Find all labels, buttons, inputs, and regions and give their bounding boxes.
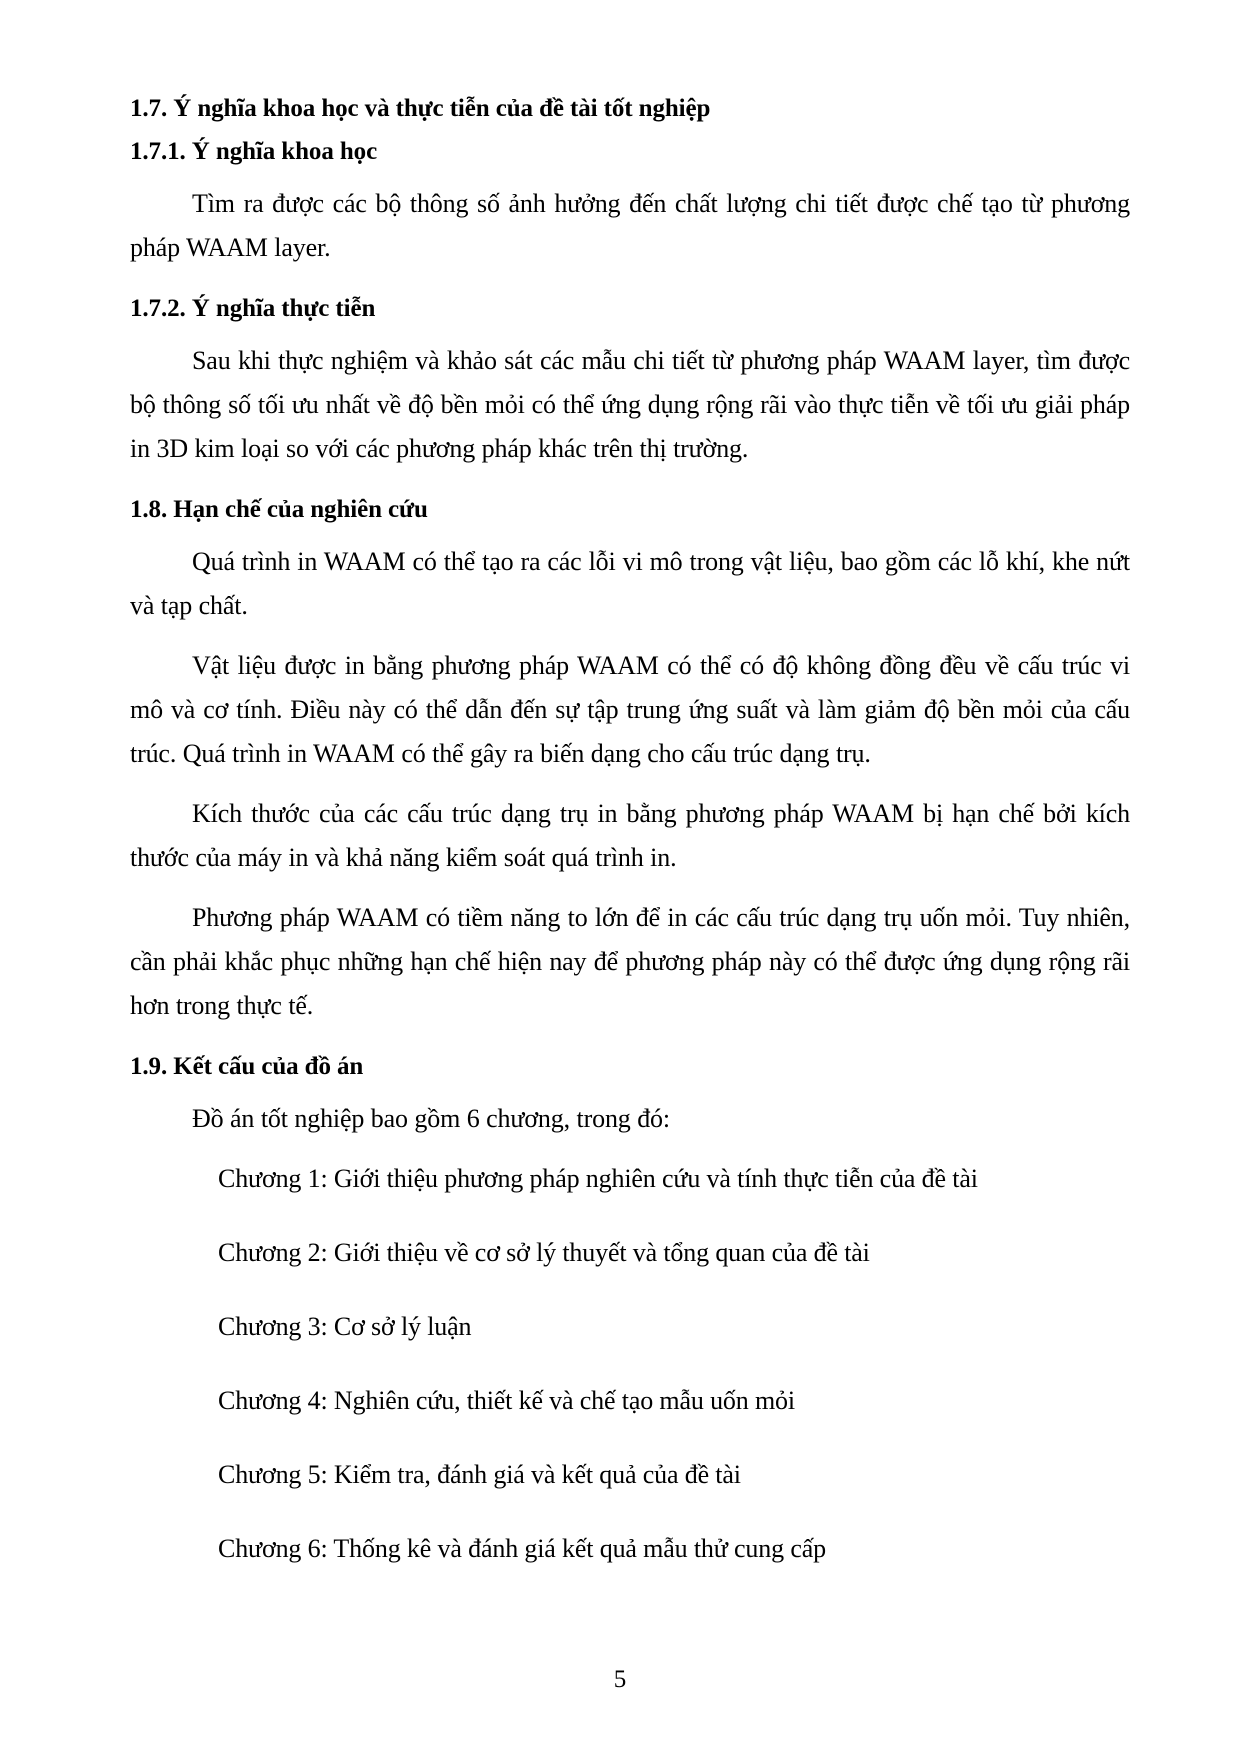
section-1-9 [130, 1054, 1130, 1079]
paragraph-1-8-1: Quá trình in WAAM có thể tạo ra các lỗi vi mô trong vật liệu, bao gồm các lỗ khí, khe nứt và tạp chất. [130, 547, 1130, 620]
list-item: Chương 4: Nghiên cứu, thiết kế và chế tạo mẫu uốn mỏi [218, 1386, 795, 1415]
page-number: 5 [613, 1666, 627, 1693]
section-heading-1-8: 1.8. Hạn chế của nghiên cứu [130, 496, 428, 523]
paragraph-1-8-3: Kích thước của các cấu trúc dạng trụ in bằng phương pháp WAAM bị hạn chế bởi kích thước của máy in và khả năng kiểm soát quá trình in. [130, 799, 1130, 872]
section-heading-1-9: 1.9. Kết cấu của đồ án [130, 1053, 364, 1080]
list-item: Chương 5: Kiểm tra, đánh giá và kết quả của đề tài [218, 1460, 741, 1489]
chapter-list [130, 1157, 1130, 1571]
paragraph-1-8-2: Vật liệu được in bằng phương pháp WAAM có thể có độ không đồng đều về cấu trúc vi mô và cơ tính. Điều này có thể dẫn đến sự tập trung ứng suất và làm giảm độ bền mỏi của cấu trúc. Quá trình in WAAM có thể gây ra biến dạng cho cấu trúc dạng trụ. [130, 651, 1130, 768]
section-1-7-2 [130, 296, 1130, 321]
page-content [130, 96, 1130, 1571]
section-1-8 [130, 497, 1130, 522]
paragraph-1-8-4: Phương pháp WAAM có tiềm năng to lớn để in các cấu trúc dạng trụ uốn mỏi. Tuy nhiên, cần phải khắc phục những hạn chế hiện nay để phương pháp này có thể được ứng dụng rộng rãi hơn trong thực tế. [130, 903, 1130, 1020]
list-item: Chương 2: Giới thiệu về cơ sở lý thuyết và tổng quan của đề tài [218, 1238, 870, 1267]
section-1-7-1 [130, 139, 1130, 164]
section-heading-1-7-2: 1.7.2. Ý nghĩa thực tiễn [130, 295, 376, 322]
paragraph-1-9-1: Đồ án tốt nghiệp bao gồm 6 chương, trong đó: [192, 1104, 670, 1133]
list-item: Chương 3: Cơ sở lý luận [218, 1312, 472, 1341]
section-heading-1-7-1: 1.7.1. Ý nghĩa khoa học [130, 138, 378, 165]
list-item: Chương 1: Giới thiệu phương pháp nghiên cứu và tính thực tiễn của đề tài [218, 1164, 978, 1193]
list-item: Chương 6: Thống kê và đánh giá kết quả mẫu thử cung cấp [218, 1534, 826, 1563]
section-heading-1-7: 1.7. Ý nghĩa khoa học và thực tiễn của đề tài tốt nghiệp [130, 95, 711, 122]
paragraph-1-7-1-1: Tìm ra được các bộ thông số ảnh hưởng đến chất lượng chi tiết được chế tạo từ phương pháp WAAM layer. [130, 189, 1130, 262]
paragraph-1-7-2-1: Sau khi thực nghiệm và khảo sát các mẫu chi tiết từ phương pháp WAAM layer, tìm được bộ thông số tối ưu nhất về độ bền mỏi có thể ứng dụng rộng rãi vào thực tiễn về tối ưu giải pháp in 3D kim loại so với các phương pháp khác trên thị trường. [130, 346, 1130, 463]
section-1-7 [130, 96, 1130, 121]
